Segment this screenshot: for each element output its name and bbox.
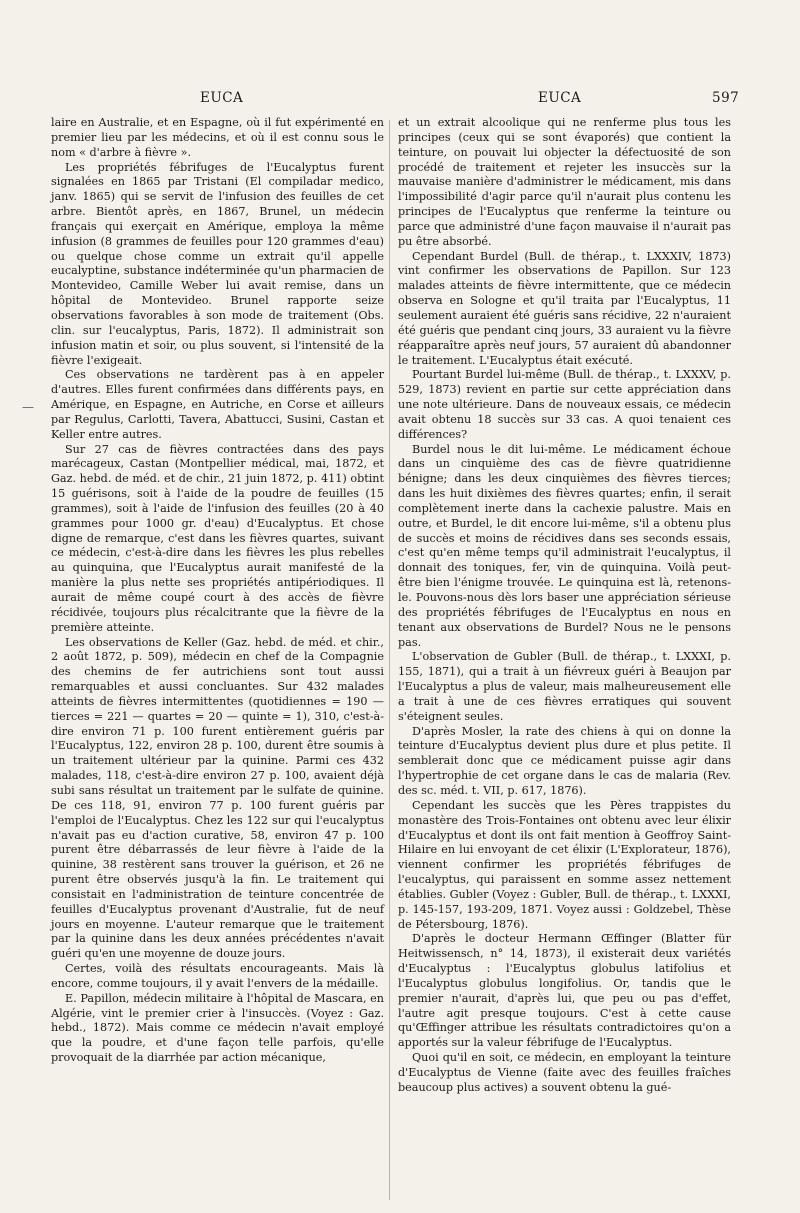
paragraph: L'observation de Gubler (Bull. de thérap., t. LXXXI, p. 155, 1871), qui a trait à un fiévreux guéri à Beaujon par l'Eucalyptus a plus de valeur, mais malheureusement elle a trait à une de ces fièvres erratiques qui souvent s'éteignent seules. (398, 650, 731, 723)
paragraph: Sur 27 cas de fièvres contractées dans des pays marécageux, Castan (Montpellier médical, mai, 1872, et Gaz. hebd. de méd. et de chir., 21 juin 1872, p. 411) obtint 15 guérisons, soit à l'aide de la poudre de feuilles (15 grammes), soit à l'aide de l'infusion des feuilles (20 à 40 grammes pour 1000 gr. d'eau) d'Eucalyptus. Et chose digne de remarque, c'est dans les fièvres quartes, suivant ce médecin, c'est-à-dire dans les fièvres les plus rebelles au quinquina, que l'Eucalyptus aurait manifesté de la manière la plus nette ses propriétés antipériodiques. Il aurait de même coupé court à des accès de fièvre récidivée, toujours plus récalcitrante que la fièvre de la première atteinte. (51, 442, 384, 634)
paragraph: D'après le docteur Hermann Œffinger (Blatter für Heitwissensch, n° 14, 1873), il existerait deux variétés d'Eucalyptus : l'Eucalyptus globulus latifolius et l'Eucalyptus globulus longifolius. Or, tandis que le premier n'aurait, d'après lui, que peu ou pas d'effet, l'autre agit presque toujours. C'est à cette cause qu'Œffinger attribue les résultats contradictoires qu'on a apportés sur la valeur fébrifuge de l'Eucalyptus. (398, 932, 731, 1050)
paragraph: et un extrait alcoolique qui ne renferme plus tous les principes (ceux qui se sont évaporés) que contient la teinture, on pouvait lui objecter la défectuosité de son procédé de traitement et rejeter les insuccès sur la mauvaise manière d'administrer le médicament, mis dans l'impossibilité d'agir parce qu'il n'aurait plus contenu les principes de l'Eucalyptus que renferme la teinture ou parce que administré d'une façon mauvaise il n'aurait pas pu être absorbé. (398, 116, 731, 248)
paragraph: Quoi qu'il en soit, ce médecin, en employant la teinture d'Eucalyptus de Vienne (faite avec des feuilles fraîches beaucoup plus actives) a souvent obtenu la gué- (398, 1051, 731, 1094)
right-column (398, 116, 731, 1096)
running-head-left: EUCA (200, 90, 244, 106)
left-column (51, 116, 384, 1066)
page-number: 597 (712, 90, 740, 106)
paragraph: laire en Australie, et en Espagne, où il fut expérimenté en premier lieu par les médecins, et où il est connu sous le nom « d'arbre à fièvre ». (51, 116, 384, 159)
paragraph: Certes, voilà des résultats encourageants. Mais là encore, comme toujours, il y avait l'envers de la médaille. (51, 962, 384, 990)
paragraph: Burdel nous le dit lui-même. Le médicament échoue dans un cinquième des cas de fièvre quatridienne bénigne; dans les deux cinquièmes des fièvres tierces; dans les huit dixièmes des fièvres quartes; enfin, il serait complètement inerte dans la cachexie palustre. Mais en outre, et Burdel, le dit encore lui-même, s'il a obtenu plus de succès et moins de récidives dans ses seconds essais, c'est qu'en même temps qu'il administrait l'eucalyptus, il donnait des toniques, fer, vin de quinquina. Voilà peut-être bien l'énigme trouvée. Le quinquina est là, retenons-le. Pouvons-nous dès lors baser une appréciation sérieuse des propriétés fébrifuges de l'Eucalyptus en nous en tenant aux observations de Burdel? Nous ne le pensons pas. (398, 442, 731, 649)
paragraph: Les observations de Keller (Gaz. hebd. de méd. et chir., 2 août 1872, p. 509), médecin en chef de la Compagnie des chemins de fer autrichiens sont tout aussi remarquables et aussi concluantes. Sur 432 malades atteints de fièvres intermittentes (quotidiennes = 190 — tierces = 221 — quartes = 20 — quinte = 1), 310, c'est-à-dire environ 71 p. 100 furent entièrement guéris par l'Eucalyptus, 122, environ 28 p. 100, durent être soumis à un traitement ultérieur par la quinine. Parmi ces 432 malades, 118, c'est-à-dire environ 27 p. 100, avaient déjà subi sans résultat un traitement par le sulfate de quinine. De ces 118, 91, environ 77 p. 100 furent guéris par l'emploi de l'Eucalyptus. Chez les 122 sur qui l'eucalyptus n'avait pas eu d'action curative, 58, environ 47 p. 100 purent être débarrassés de leur fièvre à l'aide de la quinine, 38 restèrent sans trouver la guérison, et 26 ne purent être observés jusqu'à la fin. Le traitement qui consistait en l'administration de teinture concentrée de feuilles d'Eucalyptus provenant d'Australie, fut de neuf jours en moyenne. L'auteur remarque que le traitement par la quinine dans les deux années précédentes n'avait guéri qu'en une moyenne de douze jours. (51, 635, 384, 961)
paragraph: D'après Mosler, la rate des chiens à qui on donne la teinture d'Eucalyptus devient plus dure et plus petite. Il semblerait donc que ce médicament puisse agir dans l'hypertrophie de cet organe dans le cas de malaria (Rev. des sc. méd. t. VII, p. 617, 1876). (398, 724, 731, 797)
column-divider (389, 120, 390, 1200)
margin-mark: — (22, 400, 34, 414)
paragraph: Pourtant Burdel lui-même (Bull. de thérap., t. LXXXV, p. 529, 1873) revient en partie sur cette appréciation dans une note ultérieure. Dans de nouveaux essais, ce médecin avait obtenu 18 succès sur 33 cas. A quoi tenaient ces différences? (398, 368, 731, 441)
paragraph: E. Papillon, médecin militaire à l'hôpital de Mascara, en Algérie, vint le premier crier à l'insuccès. (Voyez : Gaz. hebd., 1872). Mais comme ce médecin n'avait employé que la poudre, et d'une façon telle parfois, qu'elle provoquait de la diarrhée par action mécanique, (51, 991, 384, 1065)
paragraph: Cependant les succès que les Pères trappistes du monastère des Trois-Fontaines ont obtenu avec leur élixir d'Eucalyptus et dont ils ont fait mention à Geoffroy Saint-Hilaire en lui envoyant de cet élixir (L'Explorateur, 1876), viennent confirmer les propriétés fébrifuges de l'eucalyptus, qui paraissent en somme assez nettement établies. Gubler (Voyez : Gubler, Bull. de thérap., t. LXXXI, p. 145-157, 193-209, 1871. Voyez aussi : Goldzebel, Thèse de Pétersbourg, 1876). (398, 798, 731, 931)
paragraph: Cependant Burdel (Bull. de thérap., t. LXXXIV, 1873) vint confirmer les observations de Papillon. Sur 123 malades atteints de fièvre intermittente, que ce médecin observa en Sologne et qu'il traita par l'Eucalyptus, 11 seulement auraient été guéris sans récidive, 22 n'auraient été guéris que pendant cinq jours, 33 auraient vu la fièvre réapparaître après neuf jours, 57 auraient dû abandonner le traitement. L'Eucalyptus était exécuté. (398, 249, 731, 367)
paragraph: Ces observations ne tardèrent pas à en appeler d'autres. Elles furent confirmées dans différents pays, en Amérique, en Espagne, en Autriche, en Corse et ailleurs par Regulus, Carlotti, Tavera, Abattucci, Susini, Castan et Keller entre autres. (51, 368, 384, 441)
paragraph: Les propriétés fébrifuges de l'Eucalyptus furent signalées en 1865 par Tristani (El compiladar medico, janv. 1865) qui se servit de l'infusion des feuilles de cet arbre. Bientôt après, en 1867, Brunel, un médecin français qui exerçait en Amérique, employa la même infusion (8 grammes de feuilles pour 120 grammes d'eau) ou quelque chose comme un extrait qu'il appelle eucalyptine, substance indéterminée qu'un pharmacien de Montevideo, Camille Weber lui avait remise, dans un hôpital de Montevideo. Brunel rapporte seize observations favorables à son mode de traitement (Obs. clin. sur l'eucalyptus, Paris, 1872). Il administrait son infusion matin et soir, ou plus souvent, si l'intensité de la fièvre l'exigeait. (51, 160, 384, 367)
running-head-right: EUCA (538, 90, 582, 106)
